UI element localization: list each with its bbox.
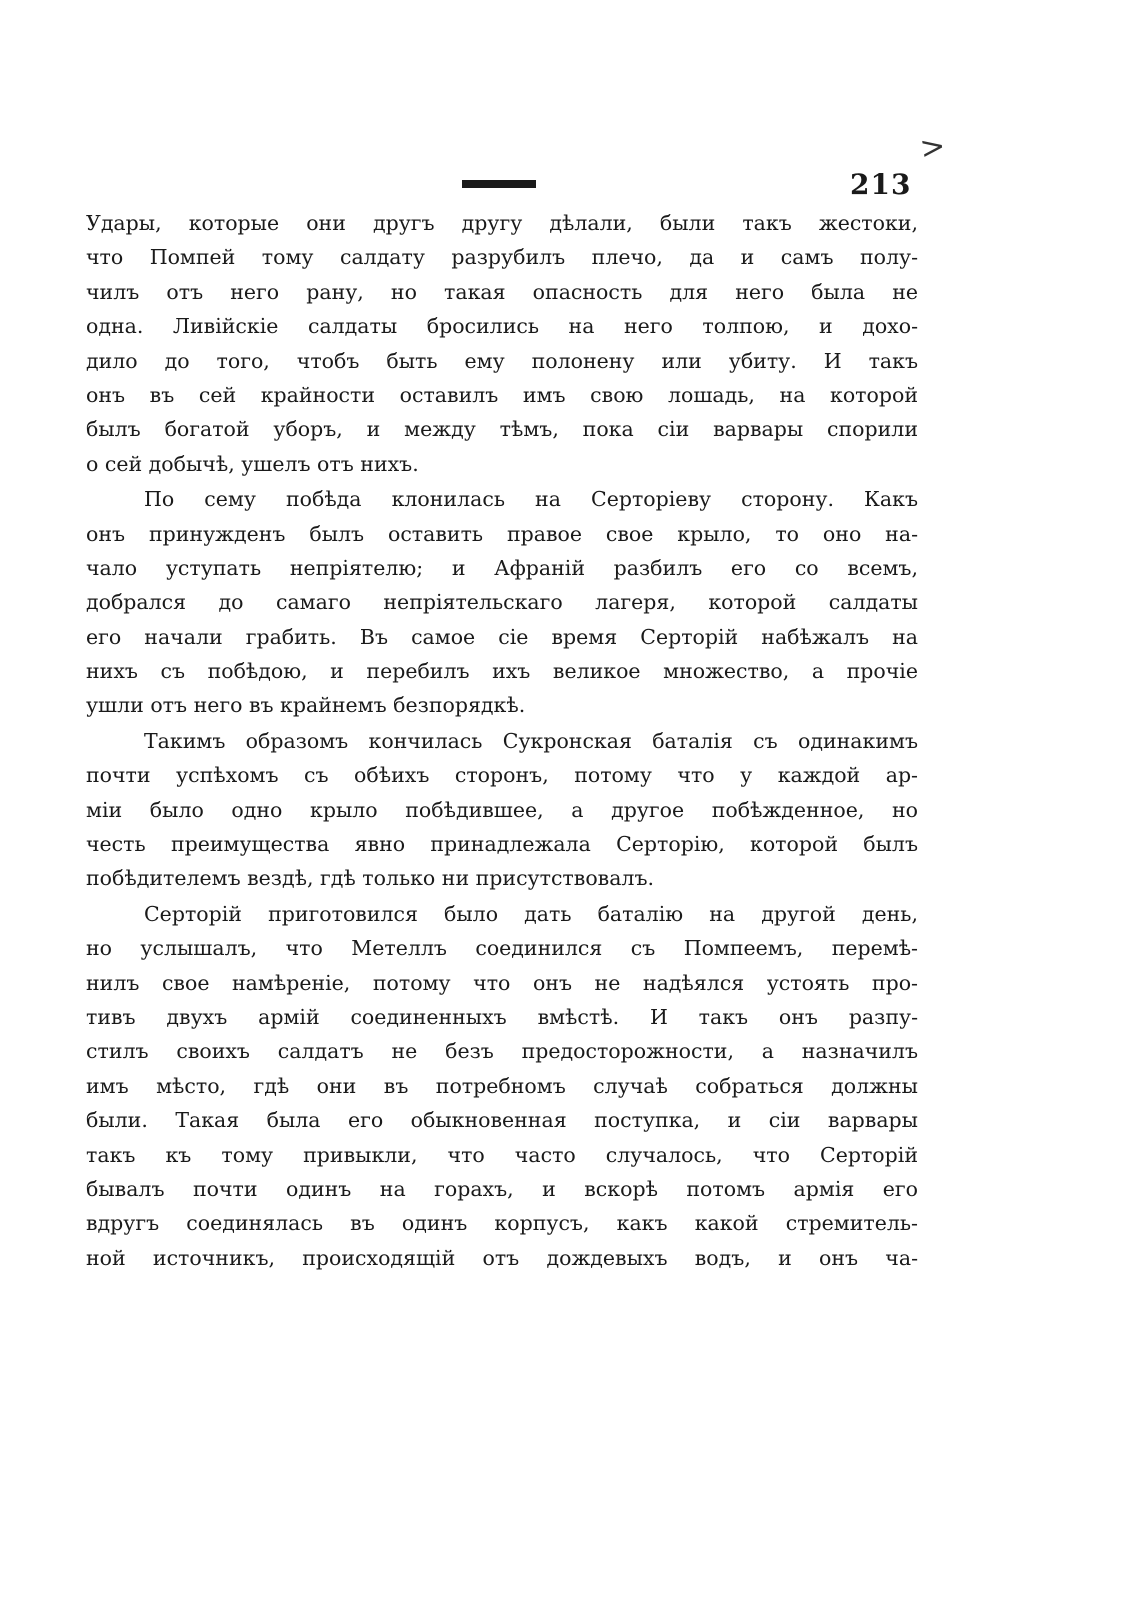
text-line: имъ мѣсто, гдѣ они въ потребномъ случаѣ собраться должны <box>86 1073 918 1098</box>
text-line: бывалъ почти одинъ на горахъ, и вскорѣ потомъ армія его <box>86 1176 918 1201</box>
text-line: былъ богатой уборъ, и между тѣмъ, пока сіи варвары спорили <box>86 417 918 442</box>
text-line: дило до того, чтобъ быть ему полонену или убиту. И такъ <box>86 348 918 373</box>
text-line: добрался до самаго непріятельскаго лагеря, которой салдаты <box>86 590 918 615</box>
text-line: стилъ своихъ салдатъ не безъ предосторожности, а назначилъ <box>86 1039 918 1064</box>
paragraph-2 <box>86 482 918 723</box>
text-line: такъ къ тому привыкли, что часто случалось, что Серторій <box>86 1142 918 1167</box>
text-line: онъ въ сей крайности оставилъ имъ свою лошадь, на которой <box>86 382 918 407</box>
margin-mark: > <box>917 128 948 167</box>
paragraph-3 <box>86 724 918 896</box>
text-line: побѣдителемъ вездѣ, гдѣ только ни присутствовалъ. <box>86 866 655 891</box>
text-line: міи было одно крыло побѣдившее, а другое побѣжденное, но <box>86 797 918 822</box>
text-line: одна. Ливійскіе салдаты бросились на него толпою, и дохо- <box>86 314 918 339</box>
text-line: почти успѣхомъ съ обѣихъ сторонъ, потому что у каждой ар- <box>86 763 918 788</box>
paragraph-4 <box>86 897 918 1275</box>
text-line: честь преимущества явно принадлежала Серторію, которой былъ <box>86 832 918 857</box>
text-line: тивъ двухъ армій соединенныхъ вмѣстѣ. И такъ онъ разпу- <box>86 1004 918 1029</box>
text-line: были. Такая была его обыкновенная поступка, и сіи варвары <box>86 1108 918 1133</box>
text-line: чилъ отъ него рану, но такая опасность для него была не <box>86 279 918 304</box>
text-line: Удары, которые они другъ другу дѣлали, были такъ жестоки, <box>86 211 918 235</box>
body-text <box>86 206 918 1275</box>
text-line: нилъ свое намѣреніе, потому что онъ не надѣялся устоять про- <box>86 970 918 995</box>
text-line: его начали грабить. Въ самое сіе время Серторій набѣжалъ на <box>86 624 918 649</box>
header-ornament-rule <box>462 180 536 188</box>
text-line: По сему побѣда клонилась на Серторіеву сторону. Какъ <box>144 487 918 512</box>
text-line: что Помпей тому салдату разрубилъ плечо, да и самъ полу- <box>86 245 918 270</box>
text-line: онъ принужденъ былъ оставить правое свое крыло, то оно на- <box>86 521 918 546</box>
text-line: ной источникъ, происходящій отъ дождевыхъ водъ, и онъ ча- <box>86 1245 918 1270</box>
text-line: нихъ съ побѣдою, и перебилъ ихъ великое множество, а прочіе <box>86 659 918 684</box>
text-line: Такимъ образомъ кончилась Сукронская баталія съ одинакимъ <box>144 728 918 753</box>
text-line: но услышалъ, что Метеллъ соединился съ Помпеемъ, перемѣ- <box>86 936 918 961</box>
text-line: вдругъ соединялась въ одинъ корпусъ, какъ какой стремитель- <box>86 1211 918 1236</box>
text-line: ушли отъ него въ крайнемъ безпорядкѣ. <box>86 693 526 718</box>
text-line: о сей добычѣ, ушелъ отъ нихъ. <box>86 451 419 476</box>
page-number: 213 <box>850 168 912 201</box>
text-line: чало уступать непріятелю; и Афраній разбилъ его со всемъ, <box>86 555 918 580</box>
text-line: Серторій приготовился было дать баталію на другой день, <box>144 901 918 926</box>
paragraph-1 <box>86 206 918 481</box>
